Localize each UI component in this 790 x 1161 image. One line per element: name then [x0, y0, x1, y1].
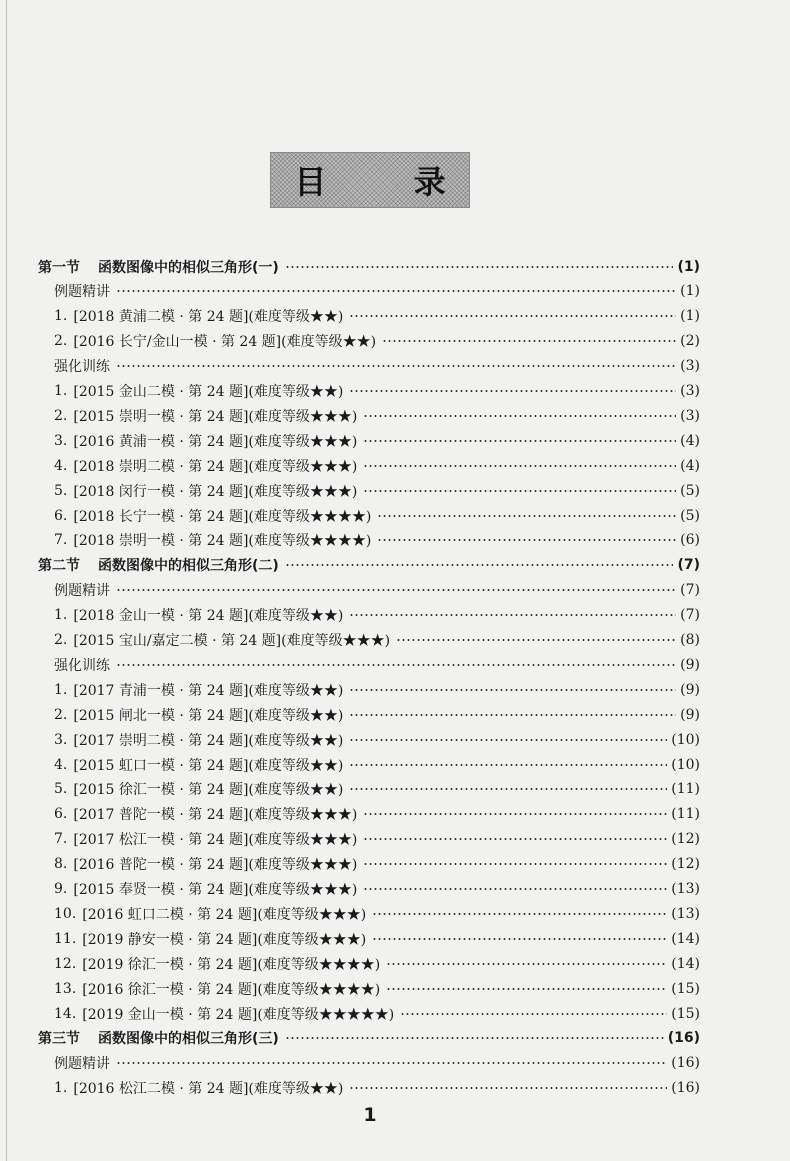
toc-item-entry [54, 1076, 700, 1101]
toc-entry-page: (12) [671, 856, 700, 873]
toc-entry-text: [2017 普陀一模 · 第 24 题](难度等级★★★) [73, 807, 358, 824]
toc-entry-text: [2019 徐汇一模 · 第 24 题](难度等级★★★★) [82, 956, 381, 973]
toc-entry-page: (7) [680, 607, 700, 624]
toc-entry-page: (11) [671, 781, 700, 798]
toc-item-entry [54, 528, 700, 553]
toc-item-entry [54, 827, 700, 852]
toc-entry-page: (5) [680, 482, 700, 499]
dot-leader [396, 639, 676, 641]
toc-item-entry [54, 877, 700, 902]
toc-entry-number: 12. [54, 955, 77, 972]
toc-entry-number: 7. [54, 532, 68, 549]
dot-leader [372, 938, 667, 940]
toc-item-entry [54, 628, 700, 653]
toc-entry-number: 2. [54, 632, 68, 648]
toc-item-entry [54, 951, 700, 976]
toc-item-entry [54, 1001, 700, 1026]
toc-entry-number: 第三节 [38, 1031, 80, 1048]
toc-item-entry [54, 329, 700, 354]
toc-entry-text: [2018 金山一模 · 第 24 题](难度等级★★) [73, 608, 344, 625]
toc-entry-page: (3) [680, 358, 700, 375]
toc-entry-page: (16) [671, 1055, 700, 1072]
toc-entry-page: (15) [671, 1005, 700, 1022]
toc-entry-number: 13. [54, 980, 77, 997]
dot-leader [363, 440, 676, 442]
toc-item-entry [54, 304, 700, 329]
toc-entry-text: [2015 金山二模 · 第 24 题](难度等级★★) [73, 384, 344, 400]
toc-entry-page: (12) [671, 831, 700, 848]
dot-leader [349, 788, 667, 790]
toc-subheading-entry [54, 354, 700, 379]
toc-entry-text: [2018 崇明一模 · 第 24 题](难度等级★★★★) [73, 533, 372, 550]
toc-entry-page: (16) [667, 1030, 700, 1047]
page-number: 1 [363, 1104, 377, 1126]
toc-subheading-entry [54, 578, 700, 603]
dot-leader [285, 564, 674, 566]
toc-entry-text: [2017 崇明二模 · 第 24 题](难度等级★★) [73, 732, 344, 749]
toc-entry-page: (5) [680, 507, 700, 524]
toc-entry-text: [2016 徐汇一模 · 第 24 题](难度等级★★★★) [82, 981, 381, 998]
toc-entry-number: 第二节 [38, 558, 80, 575]
toc-item-entry [54, 403, 700, 428]
toc-item-entry [54, 379, 700, 404]
toc-entry-text: 例题精讲 [54, 1056, 110, 1073]
toc-item-entry [54, 802, 700, 827]
toc-entry-text: [2018 闵行一模 · 第 24 题](难度等级★★★) [73, 483, 358, 500]
page-edge-line [6, 0, 7, 1161]
dot-leader [372, 913, 667, 915]
toc-title: 目 录 [294, 163, 484, 201]
toc-item-entry [54, 428, 700, 453]
toc-entry-page: (7) [677, 557, 700, 574]
toc-entry-text: 强化训练 [54, 657, 110, 674]
dot-leader [116, 365, 676, 367]
toc-entry-text: [2015 宝山/嘉定二模 · 第 24 题](难度等级★★★) [73, 633, 391, 649]
toc-entry-number: 7. [54, 831, 68, 848]
toc-item-entry [54, 852, 700, 877]
toc-entry-text: [2016 黄浦一模 · 第 24 题](难度等级★★★) [73, 433, 358, 450]
toc-entry-number: 5. [54, 781, 68, 798]
toc-entry-page: (9) [680, 681, 700, 698]
toc-item-entry [54, 503, 700, 528]
toc-entry-number: 4. [54, 756, 68, 773]
toc-entry-text: [2015 闸北一模 · 第 24 题](难度等级★★) [73, 707, 344, 724]
toc-item-entry [54, 727, 700, 752]
toc-subheading-entry [54, 279, 700, 304]
toc-entry-number: 8. [54, 856, 68, 873]
dot-leader [377, 539, 676, 541]
dot-leader [116, 290, 676, 292]
toc-subheading-entry [54, 1051, 700, 1076]
toc-entry-number: 2. [54, 407, 68, 424]
toc-entry-text: [2015 崇明一模 · 第 24 题](难度等级★★★) [73, 408, 358, 425]
dot-leader [349, 390, 676, 392]
toc-item-entry [54, 752, 700, 777]
toc-item-entry [54, 901, 700, 926]
toc-entry-text: 函数图像中的相似三角形(二) [98, 558, 279, 575]
toc-entry-text: [2016 松江二模 · 第 24 题](难度等级★★) [73, 1081, 344, 1098]
toc-item-entry [54, 603, 700, 628]
toc-entry-page: (14) [671, 955, 700, 972]
toc-entry-text: [2017 松江一模 · 第 24 题](难度等级★★★) [73, 832, 358, 849]
toc-entry-text: [2018 崇明二模 · 第 24 题](难度等级★★★) [73, 458, 358, 475]
toc-title-box [270, 152, 484, 208]
toc-entry-page: (4) [680, 457, 700, 474]
toc-entry-number: 1. [54, 1080, 68, 1097]
dot-leader [363, 415, 676, 417]
toc-entry-text: [2019 金山一模 · 第 24 题](难度等级★★★★★) [82, 1006, 395, 1023]
toc-entry-number: 6. [54, 507, 68, 524]
toc-entry-page: (15) [671, 980, 700, 997]
toc-entry-page: (3) [680, 383, 700, 399]
toc-entry-number: 1. [54, 681, 68, 698]
dot-leader [116, 664, 676, 666]
toc-entry-number: 1. [54, 607, 68, 624]
toc-entry-text: [2016 长宁/金山一模 · 第 24 题](难度等级★★) [73, 334, 377, 351]
dot-leader [349, 1087, 667, 1089]
toc-entry-text: 强化训练 [54, 359, 110, 376]
toc-entry-text: [2018 黄浦二模 · 第 24 题](难度等级★★) [73, 309, 344, 326]
toc-entry-text: [2018 长宁一模 · 第 24 题](难度等级★★★★) [73, 508, 372, 525]
toc-section-entry [38, 1026, 700, 1051]
toc-entry-number: 10. [54, 905, 77, 922]
toc-entry-page: (10) [671, 731, 700, 748]
dot-leader [400, 1013, 667, 1015]
dot-leader [363, 888, 667, 890]
toc-item-entry [54, 677, 700, 702]
toc-entry-text: [2015 虹口一模 · 第 24 题](难度等级★★) [73, 757, 344, 774]
toc-entry-number: 1. [54, 308, 68, 325]
dot-leader [377, 515, 676, 517]
toc-item-entry [54, 478, 700, 503]
dot-leader [285, 266, 674, 268]
toc-entry-page: (3) [680, 407, 700, 424]
toc-entry-page: (1) [680, 308, 700, 325]
toc-entry-text: [2016 普陀一模 · 第 24 题](难度等级★★★) [73, 857, 358, 874]
dot-leader [382, 340, 676, 342]
dot-leader [386, 988, 667, 990]
toc-entry-text: 例题精讲 [54, 583, 110, 600]
toc-item-entry [54, 777, 700, 802]
toc-entry-text: [2019 静安一模 · 第 24 题](难度等级★★★) [82, 931, 367, 948]
toc-entry-number: 3. [54, 731, 68, 748]
dot-leader [349, 315, 676, 317]
toc-entry-page: (2) [680, 333, 700, 350]
toc-entry-text: 例题精讲 [54, 284, 110, 301]
dot-leader [349, 764, 667, 766]
toc-entry-number: 5. [54, 482, 68, 499]
toc-entry-text: 函数图像中的相似三角形(一) [98, 259, 279, 276]
dot-leader [349, 714, 676, 716]
dot-leader [285, 1037, 664, 1039]
toc-section-entry [38, 254, 700, 279]
toc-entry-number: 11. [54, 930, 77, 947]
dot-leader [349, 739, 667, 741]
toc-entry-number: 4. [54, 457, 68, 474]
toc-item-entry [54, 702, 700, 727]
dot-leader [116, 1062, 667, 1064]
dot-leader [349, 614, 676, 616]
toc-entry-number: 6. [54, 806, 68, 823]
toc-entry-text: [2015 徐汇一模 · 第 24 题](难度等级★★) [73, 782, 344, 799]
toc-entry-page: (11) [671, 806, 700, 823]
dot-leader [116, 589, 676, 591]
toc-entry-number: 1. [54, 383, 68, 399]
dot-leader [363, 863, 667, 865]
toc-entry-text: [2017 青浦一模 · 第 24 题](难度等级★★) [73, 682, 344, 699]
toc-entry-page: (1) [680, 283, 700, 300]
toc-entry-number: 9. [54, 881, 68, 897]
toc-entry-page: (14) [671, 930, 700, 947]
toc-entry-page: (10) [671, 756, 700, 773]
toc-entry-page: (13) [671, 905, 700, 922]
toc-entry-text: [2016 虹口二模 · 第 24 题](难度等级★★★) [82, 906, 367, 923]
toc-entry-page: (1) [677, 258, 700, 275]
toc-item-entry [54, 976, 700, 1001]
toc-entry-page: (4) [680, 432, 700, 449]
toc-entry-page: (13) [671, 881, 700, 897]
toc-item-entry [54, 453, 700, 478]
toc-entry-text: [2015 奉贤一模 · 第 24 题](难度等级★★★) [73, 882, 358, 898]
toc-item-entry [54, 926, 700, 951]
dot-leader [363, 465, 676, 467]
toc-subheading-entry [54, 652, 700, 677]
toc-entry-page: (16) [671, 1080, 700, 1097]
dot-leader [363, 813, 667, 815]
toc-entry-page: (7) [680, 582, 700, 599]
toc-entry-page: (9) [680, 656, 700, 673]
dot-leader [386, 963, 667, 965]
dot-leader [363, 838, 667, 840]
toc-entry-number: 14. [54, 1005, 77, 1022]
dot-leader [349, 689, 676, 691]
toc-entry-number: 2. [54, 333, 68, 350]
toc-section-entry [38, 553, 700, 578]
toc-entry-page: (8) [680, 632, 700, 648]
toc-entry-number: 2. [54, 706, 68, 723]
toc-entry-number: 第一节 [38, 259, 80, 276]
dot-leader [363, 490, 676, 492]
toc-entry-page: (6) [680, 532, 700, 549]
toc-entry-text: 函数图像中的相似三角形(三) [98, 1031, 279, 1048]
toc-entry-number: 3. [54, 432, 68, 449]
toc-entry-page: (9) [680, 706, 700, 723]
